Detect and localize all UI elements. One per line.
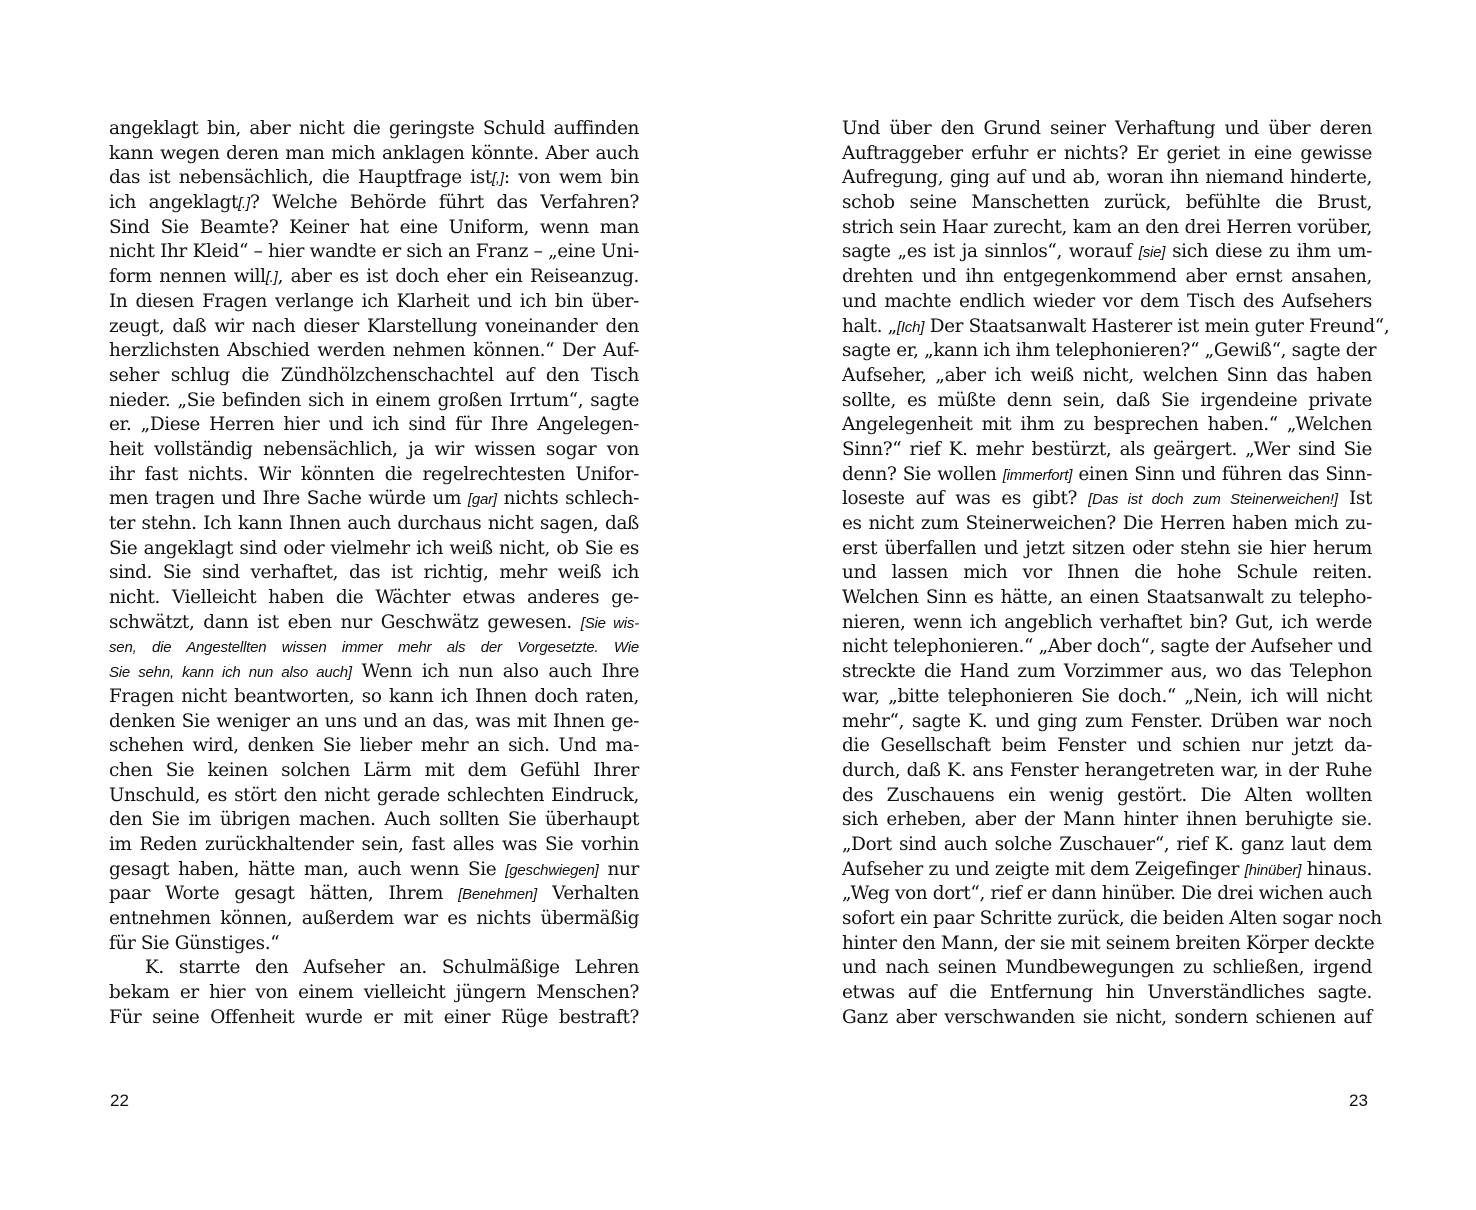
text-segment: durch, daß K. ans Fenster herangetreten war, in der Ruhe bbox=[842, 759, 1372, 781]
text-line bbox=[842, 438, 1372, 463]
text-segment: entnehmen können, außerdem war es nichts übermäßig bbox=[109, 908, 639, 929]
text-line bbox=[109, 537, 639, 562]
text-segment: sich diese zu ihm um- bbox=[1165, 241, 1372, 263]
text-line bbox=[109, 290, 639, 315]
text-line bbox=[842, 660, 1372, 685]
page-number-left: 22 bbox=[110, 1091, 129, 1110]
text-segment: sagte „es ist ja sinnlos“, worauf bbox=[842, 241, 1139, 263]
text-line bbox=[109, 882, 639, 907]
text-segment: heit vollständig nebensächlich, ja wir wissen sogar von bbox=[109, 438, 639, 460]
left-page-text bbox=[109, 117, 639, 1030]
text-segment: herzlichsten Abschied werden nehmen können.“ Der Auf- bbox=[109, 340, 639, 362]
right-page-text bbox=[842, 117, 1390, 1030]
text-segment: „Weg von dort“, rief er dann hinüber. Die drei wichen auch bbox=[842, 883, 1373, 905]
text-segment: ich angeklagt bbox=[109, 192, 239, 214]
text-segment: loseste auf was es gibt? bbox=[842, 488, 1089, 510]
text-line bbox=[109, 759, 639, 784]
text-segment: erst überfallen und jetzt sitzen oder stehn sie hier herum bbox=[842, 537, 1372, 559]
text-segment: für Sie Günstiges.“ bbox=[109, 932, 280, 954]
editorial-note: [geschwiegen] bbox=[505, 861, 599, 879]
text-line bbox=[842, 142, 1372, 167]
text-segment: ? Welche Behörde führt das Verfahren? bbox=[250, 192, 639, 214]
text-line bbox=[842, 166, 1372, 191]
text-line bbox=[842, 635, 1372, 660]
text-line bbox=[842, 808, 1372, 833]
text-line bbox=[109, 611, 639, 636]
text-segment: nicht Ihr Kleid“ – hier wandte er sich an Franz – „eine Uni- bbox=[109, 241, 639, 263]
text-segment: schwätzt, dann ist eben nur Geschwätz gewesen. bbox=[109, 611, 581, 633]
text-segment: sagte er, „kann ich ihm telephonieren?“ „Gewiß“, sagte der bbox=[842, 340, 1377, 362]
text-segment: das ist nebensächlich, die Hauptfrage ist bbox=[109, 167, 492, 189]
editorial-note: [.] bbox=[238, 195, 250, 213]
text-segment: Ist bbox=[1337, 488, 1372, 510]
text-segment: Der Staatsanwalt Hasterer ist mein guter Freund“, bbox=[924, 315, 1390, 337]
text-segment: denn? Sie wollen bbox=[842, 463, 1003, 485]
text-line bbox=[109, 635, 639, 660]
text-segment: men tragen und Ihre Sache würde um bbox=[109, 488, 468, 510]
text-line bbox=[109, 981, 639, 1006]
editorial-note: [Das ist doch zum Steinerweichen!] bbox=[1088, 491, 1338, 509]
text-line bbox=[842, 561, 1372, 586]
text-segment: hinaus. bbox=[1301, 858, 1372, 880]
text-segment: Verhalten bbox=[536, 883, 640, 905]
text-segment: er. „Diese Herren hier und ich sind für Ihre Angelegen- bbox=[109, 414, 639, 436]
text-line bbox=[842, 734, 1372, 759]
text-segment: Fragen nicht beantworten, so kann ich Ihnen doch raten, bbox=[109, 685, 639, 707]
text-segment: strich sein Haar zurecht, kam an den drei Herren vorüber, bbox=[842, 216, 1372, 238]
text-segment: nicht telephonieren.“ „Aber doch“, sagte der Aufseher und bbox=[842, 636, 1372, 658]
text-segment: die Gesellschaft beim Fenster und schien nur jetzt da- bbox=[842, 735, 1372, 757]
text-line bbox=[109, 216, 639, 241]
text-line bbox=[109, 117, 639, 142]
text-segment: des Zuschauens ein wenig gestört. Die Alten wollten bbox=[842, 784, 1372, 806]
text-line bbox=[842, 117, 1372, 142]
text-segment: streckte die Hand zum Vorzimmer aus, wo das Telephon bbox=[842, 661, 1372, 683]
text-segment: , aber es ist doch eher ein Reiseanzug. bbox=[277, 266, 639, 288]
text-line bbox=[842, 265, 1372, 290]
text-line bbox=[109, 487, 639, 512]
text-segment: zeugt, daß wir nach dieser Klarstellung voneinander den bbox=[109, 315, 639, 337]
text-segment: nichts schlech- bbox=[496, 488, 640, 510]
text-line bbox=[109, 660, 639, 685]
text-segment: und lassen mich vor Ihnen die hohe Schule reiten. bbox=[842, 562, 1372, 584]
text-segment: kann wegen deren man mich anklagen könnte. Aber auch bbox=[109, 142, 639, 164]
editorial-note: [hinüber] bbox=[1244, 861, 1302, 879]
text-segment: Angelegenheit mit ihm zu besprechen haben.“ „Welchen bbox=[842, 414, 1372, 436]
text-line bbox=[842, 389, 1372, 414]
text-segment: nieren, wenn ich angeblich verhaftet bin? Gut, ich werde bbox=[842, 611, 1372, 633]
text-line bbox=[109, 389, 639, 414]
text-segment: Sind Sie Beamte? Keiner hat eine Uniform, wenn man bbox=[109, 216, 639, 238]
text-segment: Welchen Sinn es hätte, an einen Staatsanwalt zu telepho- bbox=[842, 587, 1372, 609]
text-segment: und nach seinen Mundbewegungen zu schließen, irgend bbox=[842, 957, 1372, 979]
text-line bbox=[842, 537, 1372, 562]
text-line bbox=[109, 463, 639, 488]
text-line bbox=[109, 932, 639, 957]
editorial-note: [sie] bbox=[1138, 244, 1166, 262]
text-segment: Und über den Grund seiner Verhaftung und über deren bbox=[842, 118, 1372, 139]
text-segment: es nicht zum Steinerweichen? Die Herren haben mich zu- bbox=[842, 513, 1372, 534]
text-line bbox=[842, 487, 1372, 512]
text-segment: paar Worte gesagt hätten, Ihrem bbox=[109, 883, 459, 905]
text-line bbox=[109, 784, 639, 809]
text-line bbox=[109, 808, 639, 833]
text-line bbox=[842, 191, 1372, 216]
text-segment: nieder. „Sie befinden sich in einem großen Irrtum“, sagte bbox=[109, 389, 639, 411]
text-line bbox=[109, 1006, 639, 1031]
text-line bbox=[842, 833, 1372, 858]
text-segment: sofort ein paar Schritte zurück, die beiden Alten sogar noch bbox=[842, 908, 1382, 929]
text-line bbox=[842, 240, 1372, 265]
editorial-note: [gar] bbox=[467, 491, 497, 509]
text-segment: form nennen will bbox=[109, 266, 266, 288]
editorial-note: [Ich] bbox=[896, 318, 925, 336]
text-line bbox=[842, 611, 1372, 636]
text-line bbox=[842, 216, 1372, 241]
text-line bbox=[842, 1006, 1372, 1031]
text-line bbox=[842, 512, 1372, 537]
text-line bbox=[109, 265, 639, 290]
text-segment: war, „bitte telephonieren Sie doch.“ „Nein, ich will nicht bbox=[842, 685, 1372, 707]
editorial-note: [,] bbox=[491, 170, 504, 188]
text-segment: Auftraggeber erfuhr er nichts? Er geriet in eine gewisse bbox=[842, 142, 1372, 164]
text-line bbox=[109, 710, 639, 735]
text-segment: im Reden zurückhaltender sein, fast alles was Sie vorhin bbox=[109, 833, 639, 855]
text-segment: „Dort sind auch solche Zuschauer“, rief K. ganz laut dem bbox=[842, 833, 1372, 855]
editorial-note: [immerfort] bbox=[1002, 466, 1073, 484]
editorial-note: sen, die Angestellten wissen immer mehr als der Vorgesetzte. Wie bbox=[109, 639, 639, 657]
text-segment: angeklagt bin, aber nicht die geringste Schuld auffinden bbox=[109, 118, 639, 139]
text-line bbox=[109, 191, 639, 216]
text-segment: mehr“, sagte K. und ging zum Fenster. Drüben war noch bbox=[842, 710, 1372, 732]
text-segment: den Sie im übrigen machen. Auch sollten Sie überhaupt bbox=[109, 809, 639, 831]
text-segment: Ganz aber verschwanden sie nicht, sondern schienen auf bbox=[842, 1006, 1372, 1028]
text-segment: Sie angeklagt sind oder vielmehr ich weiß nicht, ob Sie es bbox=[109, 537, 639, 559]
text-segment: Für seine Offenheit wurde er mit einer Rüge bestraft? bbox=[109, 1006, 639, 1028]
text-line bbox=[842, 463, 1372, 488]
text-segment: nur bbox=[598, 858, 639, 880]
text-segment: chen Sie keinen solchen Lärm mit dem Gefühl Ihrer bbox=[109, 759, 639, 781]
text-segment: ter stehn. Ich kann Ihnen auch durchaus nicht sagen, daß bbox=[109, 513, 639, 534]
text-line bbox=[109, 438, 639, 463]
text-segment: Unschuld, es stört den nicht gerade schlechten Eindruck, bbox=[109, 784, 639, 806]
text-segment: drehten und ihn entgegenkommend aber ernst ansahen, bbox=[842, 266, 1372, 288]
text-segment: denken Sie weniger an uns und an das, was mit Ihnen ge- bbox=[109, 710, 639, 732]
text-segment: schob seine Manschetten zurück, befühlte die Brust, bbox=[842, 192, 1372, 214]
text-line bbox=[109, 956, 639, 981]
text-line bbox=[842, 932, 1375, 957]
text-segment: Aufregung, ging auf und ab, woran ihn niemand hinderte, bbox=[842, 167, 1372, 189]
text-line bbox=[109, 561, 639, 586]
text-segment: Aufseher zu und zeigte mit dem Zeigefinger bbox=[842, 858, 1245, 880]
text-segment: Sinn?“ rief K. mehr bestürzt, als geärgert. „Wer sind Sie bbox=[842, 438, 1372, 460]
text-line bbox=[842, 685, 1372, 710]
text-line bbox=[109, 142, 639, 167]
text-segment: etwas auf die Entfernung hin Unverständliches sagte. bbox=[842, 982, 1372, 1004]
text-line bbox=[842, 981, 1372, 1006]
text-line bbox=[842, 858, 1372, 883]
text-line bbox=[109, 240, 639, 265]
text-segment: K. starrte den Aufseher an. Schulmäßige Lehren bbox=[145, 957, 639, 979]
text-line bbox=[109, 586, 639, 611]
text-line bbox=[842, 882, 1372, 907]
text-segment: sich erheben, aber der Mann hinter ihnen beruhigte sie. bbox=[842, 809, 1372, 831]
text-segment: In diesen Fragen verlange ich Klarheit und ich bin über- bbox=[109, 290, 639, 312]
text-line bbox=[109, 858, 639, 883]
text-line bbox=[842, 339, 1377, 364]
text-segment: einen Sinn und führen das Sinn- bbox=[1072, 463, 1372, 485]
text-segment: nicht. Vielleicht haben die Wächter etwas anderes ge- bbox=[109, 587, 639, 609]
text-segment: hinter den Mann, der sie mit seinem breiten Körper deckte bbox=[842, 932, 1375, 954]
text-line bbox=[842, 907, 1382, 932]
text-segment: halt. „ bbox=[842, 315, 897, 337]
text-line bbox=[109, 907, 639, 932]
text-line bbox=[842, 586, 1372, 611]
text-line bbox=[109, 364, 639, 389]
text-segment: gesagt haben, hätte man, auch wenn Sie bbox=[109, 858, 506, 880]
text-line bbox=[109, 166, 639, 191]
page-number-right: 23 bbox=[1349, 1091, 1368, 1110]
text-segment: bekam er hier von einem vielleicht jüngern Menschen? bbox=[109, 982, 639, 1004]
text-line bbox=[109, 512, 639, 537]
text-segment: Aufseher, „aber ich weiß nicht, welchen Sinn das haben bbox=[842, 364, 1372, 386]
text-line bbox=[109, 339, 639, 364]
text-line bbox=[842, 413, 1372, 438]
text-segment: schehen wird, denken Sie lieber mehr an sich. Und ma- bbox=[109, 735, 639, 757]
text-line bbox=[109, 734, 639, 759]
text-line bbox=[109, 315, 639, 340]
text-segment: ihr fast nichts. Wir könnten die regelrechtesten Unifor- bbox=[109, 463, 639, 485]
text-line bbox=[842, 315, 1390, 340]
text-line bbox=[842, 784, 1372, 809]
text-line bbox=[842, 364, 1372, 389]
text-segment: und machte endlich wieder vor dem Tisch des Aufsehers bbox=[842, 290, 1372, 312]
text-line bbox=[842, 956, 1372, 981]
text-line bbox=[842, 759, 1372, 784]
editorial-note: [.] bbox=[265, 269, 278, 287]
text-segment: sollte, es müßte denn sein, daß Sie irgendeine private bbox=[842, 389, 1372, 411]
editorial-note: [Sie wis- bbox=[580, 614, 640, 632]
text-line bbox=[842, 710, 1372, 735]
text-segment: seher schlug die Zündhölzchenschachtel auf den Tisch bbox=[109, 364, 639, 386]
text-line bbox=[109, 833, 639, 858]
text-segment: : von wem bin bbox=[503, 167, 639, 189]
text-line bbox=[842, 290, 1372, 315]
editorial-note: Sie sehn, kann ich nun also auch] bbox=[109, 664, 352, 682]
text-line bbox=[109, 685, 639, 710]
text-segment: Wenn ich nun also auch Ihre bbox=[351, 661, 639, 683]
text-line bbox=[109, 413, 639, 438]
text-segment: sind. Sie sind verhaftet, das ist richtig, mehr weiß ich bbox=[109, 562, 639, 584]
editorial-note: [Benehmen] bbox=[458, 886, 537, 904]
